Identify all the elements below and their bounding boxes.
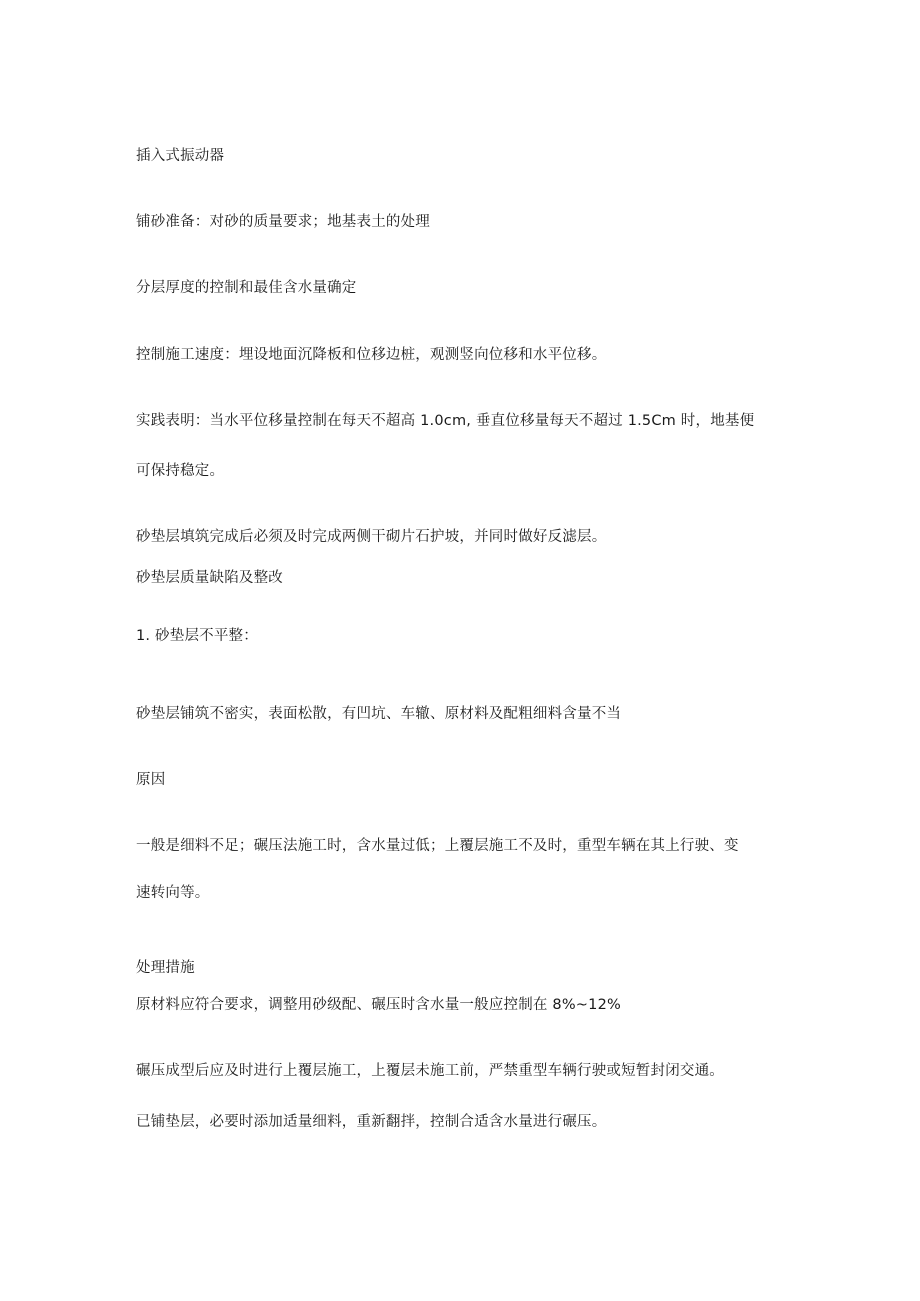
text-line: 砂垫层铺筑不密实，表面松散，有凹坑、车辙、原材料及配粗细料含量不当: [136, 706, 622, 722]
section-heading: 原因: [136, 772, 166, 788]
text-line: 可保持稳定。: [136, 463, 225, 479]
text-line: 砂垫层填筑完成后必须及时完成两侧干砌片石护坡，并同时做好反滤层。: [136, 529, 607, 545]
text-line: 原材料应符合要求，调整用砂级配、碾压时含水量一般应控制在 8%~12%: [136, 997, 621, 1013]
text-line: 实践表明：当水平位移量控制在每天不超高 1.0cm, 垂直位移量每天不超过 1.5Cm 时，地基便: [136, 413, 755, 429]
section-heading: 砂垫层质量缺陷及整改: [136, 570, 283, 586]
text-line: 铺砂准备：对砂的质量要求；地基表土的处理: [136, 214, 430, 230]
text-line: 插入式振动器: [136, 148, 225, 164]
text-line: 速转向等。: [136, 885, 210, 901]
list-item: 1. 砂垫层不平整：: [136, 628, 258, 644]
section-heading: 处理措施: [136, 960, 195, 976]
text-line: 已铺垫层，必要时添加适量细料，重新翻拌，控制合适含水量进行碾压。: [136, 1114, 607, 1130]
text-line: 分层厚度的控制和最佳含水量确定: [136, 280, 357, 296]
text-line: 一般是细料不足；碾压法施工时，含水量过低；上覆层施工不及时，重型车辆在其上行驶、变: [136, 838, 739, 854]
text-line: 碾压成型后应及时进行上覆层施工，上覆层未施工前，严禁重型车辆行驶或短暂封闭交通。: [136, 1063, 724, 1079]
text-line: 控制施工速度：埋设地面沉降板和位移边桩，观测竖向位移和水平位移。: [136, 347, 607, 363]
